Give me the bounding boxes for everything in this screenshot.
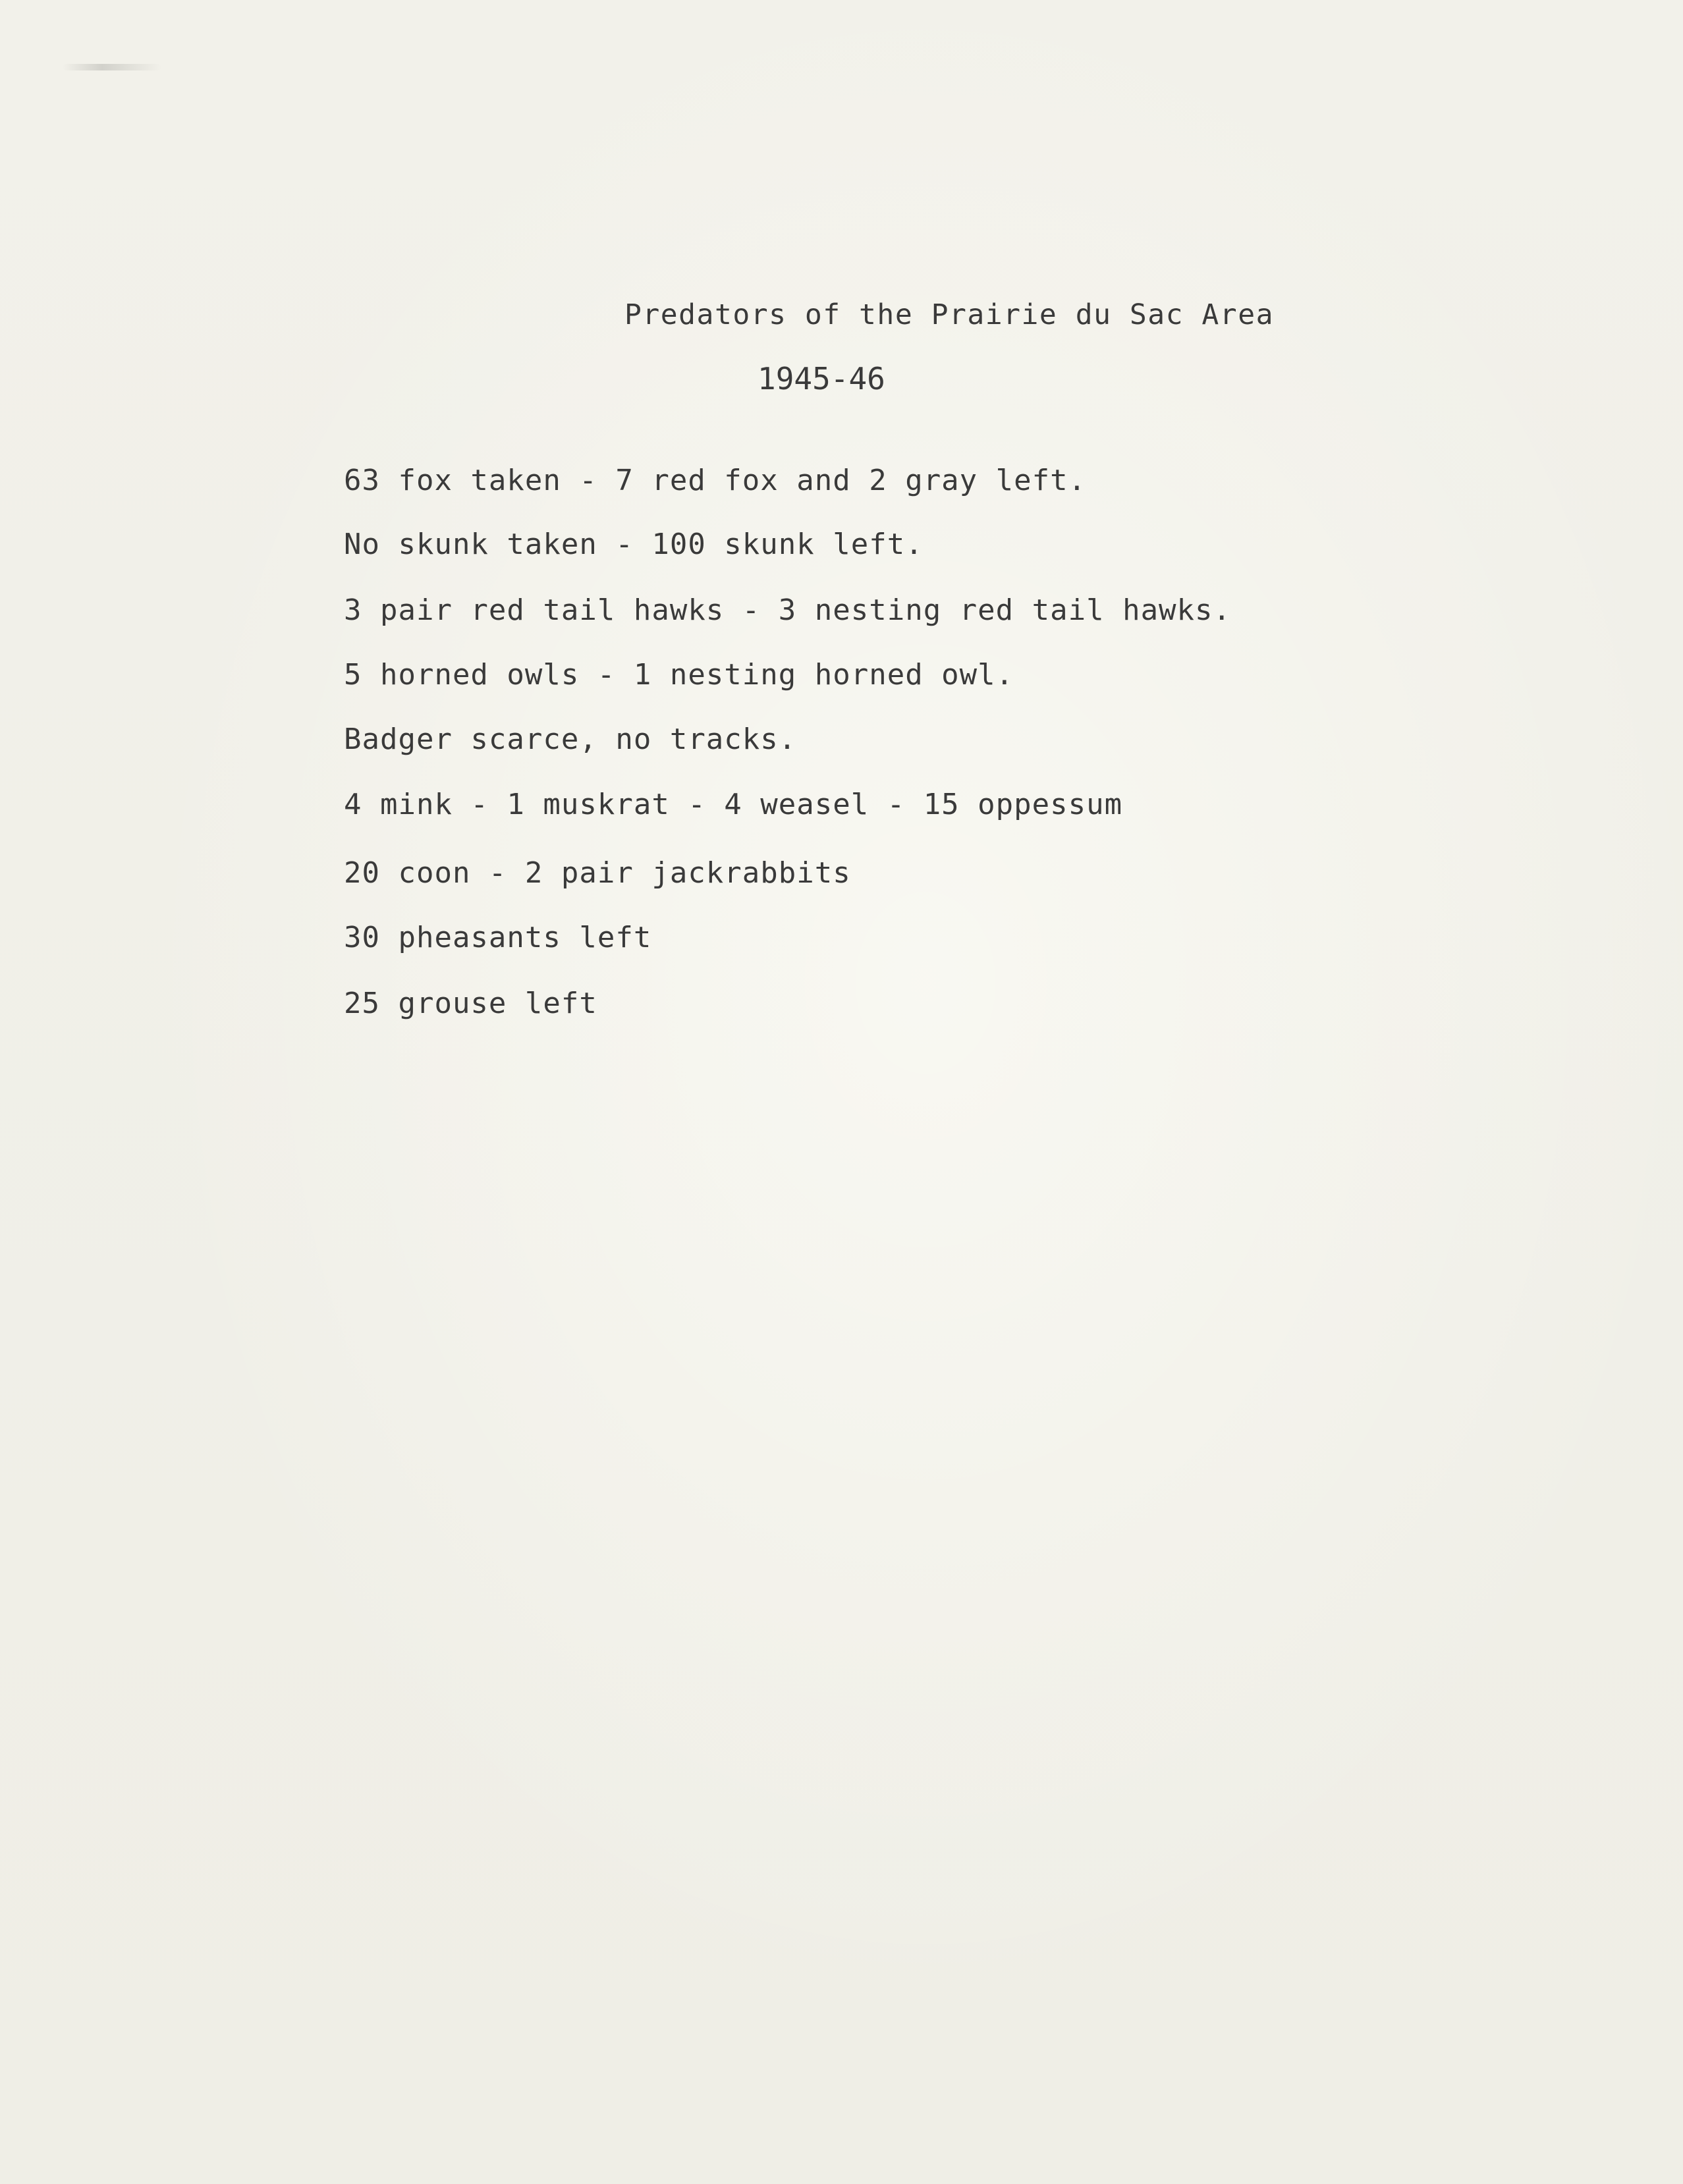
entry-line-pheasants: 30 pheasants left: [344, 921, 652, 954]
entry-line-mink: 4 mink - 1 muskrat - 4 weasel - 15 oppessum: [344, 788, 1123, 821]
entry-line-skunk: No skunk taken - 100 skunk left.: [344, 528, 924, 561]
entry-line-grouse: 25 grouse left: [344, 987, 597, 1020]
paper-smudge: [63, 64, 161, 70]
entry-line-badger: Badger scarce, no tracks.: [344, 723, 797, 756]
document-title: Predators of the Prairie du Sac Area: [624, 298, 1274, 331]
entry-line-fox: 63 fox taken - 7 red fox and 2 gray left.: [344, 464, 1087, 497]
entry-line-hawks: 3 pair red tail hawks - 3 nesting red tail hawks.: [344, 593, 1232, 627]
entry-line-owls: 5 horned owls - 1 nesting horned owl.: [344, 658, 1014, 692]
entry-line-coon: 20 coon - 2 pair jackrabbits: [344, 856, 851, 890]
document-year: 1945-46: [758, 361, 885, 396]
